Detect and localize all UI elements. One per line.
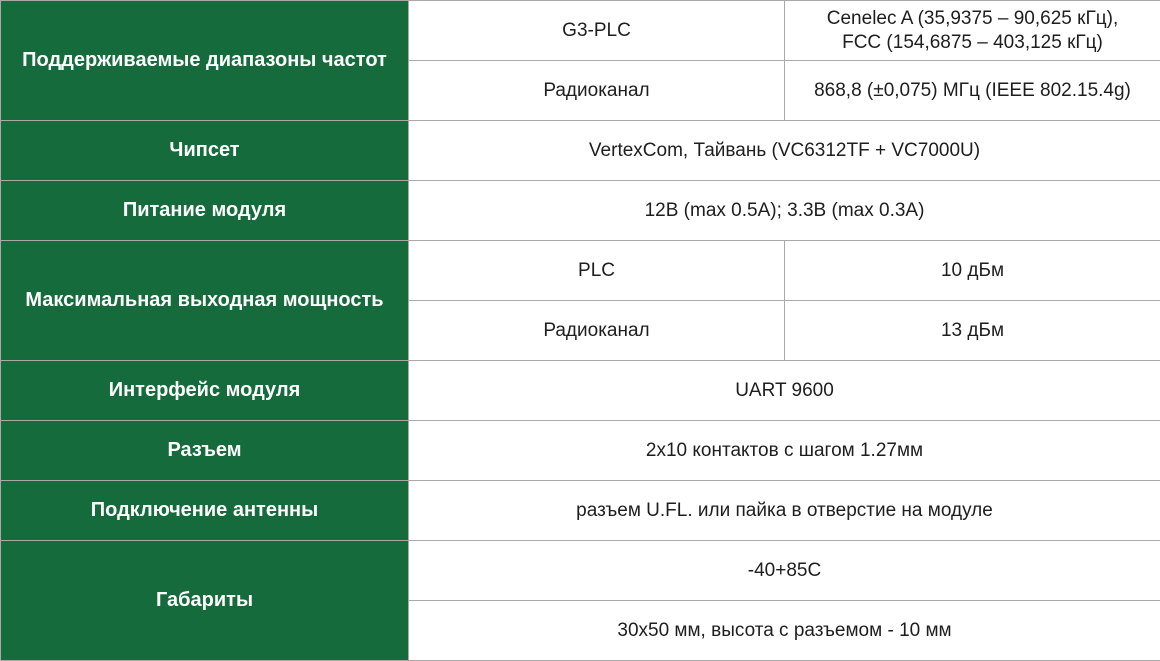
table-row bbox=[1, 181, 1160, 241]
cell-radio-channel: Радиоканал bbox=[409, 61, 785, 121]
cenelec-range-text: Cenelec A (35,9375 – 90,625 кГц), bbox=[797, 7, 1148, 31]
cell-plc: PLC bbox=[409, 241, 785, 301]
cell-size-value: 30x50 мм, высота с разъемом - 10 мм bbox=[409, 601, 1160, 661]
row-label-connector: Разъем bbox=[1, 421, 409, 481]
cell-plc-power: 10 дБм bbox=[785, 241, 1160, 301]
cell-interface-value: UART 9600 bbox=[409, 361, 1160, 421]
table-row bbox=[1, 241, 1160, 301]
table-row bbox=[1, 541, 1160, 601]
fcc-range-text: FCC (154,6875 – 403,125 кГц) bbox=[797, 31, 1148, 55]
row-label-interface: Интерфейс модуля bbox=[1, 361, 409, 421]
row-label-antenna: Подключение антенны bbox=[1, 481, 409, 541]
cell-radio-power: 13 дБм bbox=[785, 301, 1160, 361]
table-row bbox=[1, 481, 1160, 541]
row-label-power: Питание модуля bbox=[1, 181, 409, 241]
cell-temperature-value: -40+85С bbox=[409, 541, 1160, 601]
cell-antenna-value: разъем U.FL. или пайка в отверстие на модуле bbox=[409, 481, 1160, 541]
table-row bbox=[1, 361, 1160, 421]
cell-g3-plc-ranges bbox=[785, 1, 1160, 61]
row-label-frequency-ranges: Поддерживаемые диапазоны частот bbox=[1, 1, 409, 121]
row-label-chipset: Чипсет bbox=[1, 121, 409, 181]
table-row bbox=[1, 121, 1160, 181]
cell-power-value: 12В (max 0.5A); 3.3В (max 0.3A) bbox=[409, 181, 1160, 241]
cell-radio-frequency: 868,8 (±0,075) МГц (IEEE 802.15.4g) bbox=[785, 61, 1160, 121]
cell-connector-value: 2x10 контактов с шагом 1.27мм bbox=[409, 421, 1160, 481]
table-row bbox=[1, 1, 1160, 61]
cell-radio-channel-power-label: Радиоканал bbox=[409, 301, 785, 361]
row-label-dimensions: Габариты bbox=[1, 541, 409, 661]
cell-g3-plc: G3-PLC bbox=[409, 1, 785, 61]
row-label-max-output-power: Максимальная выходная мощность bbox=[1, 241, 409, 361]
cell-chipset-value: VertexCom, Тайвань (VC6312TF + VC7000U) bbox=[409, 121, 1160, 181]
table-row bbox=[1, 421, 1160, 481]
